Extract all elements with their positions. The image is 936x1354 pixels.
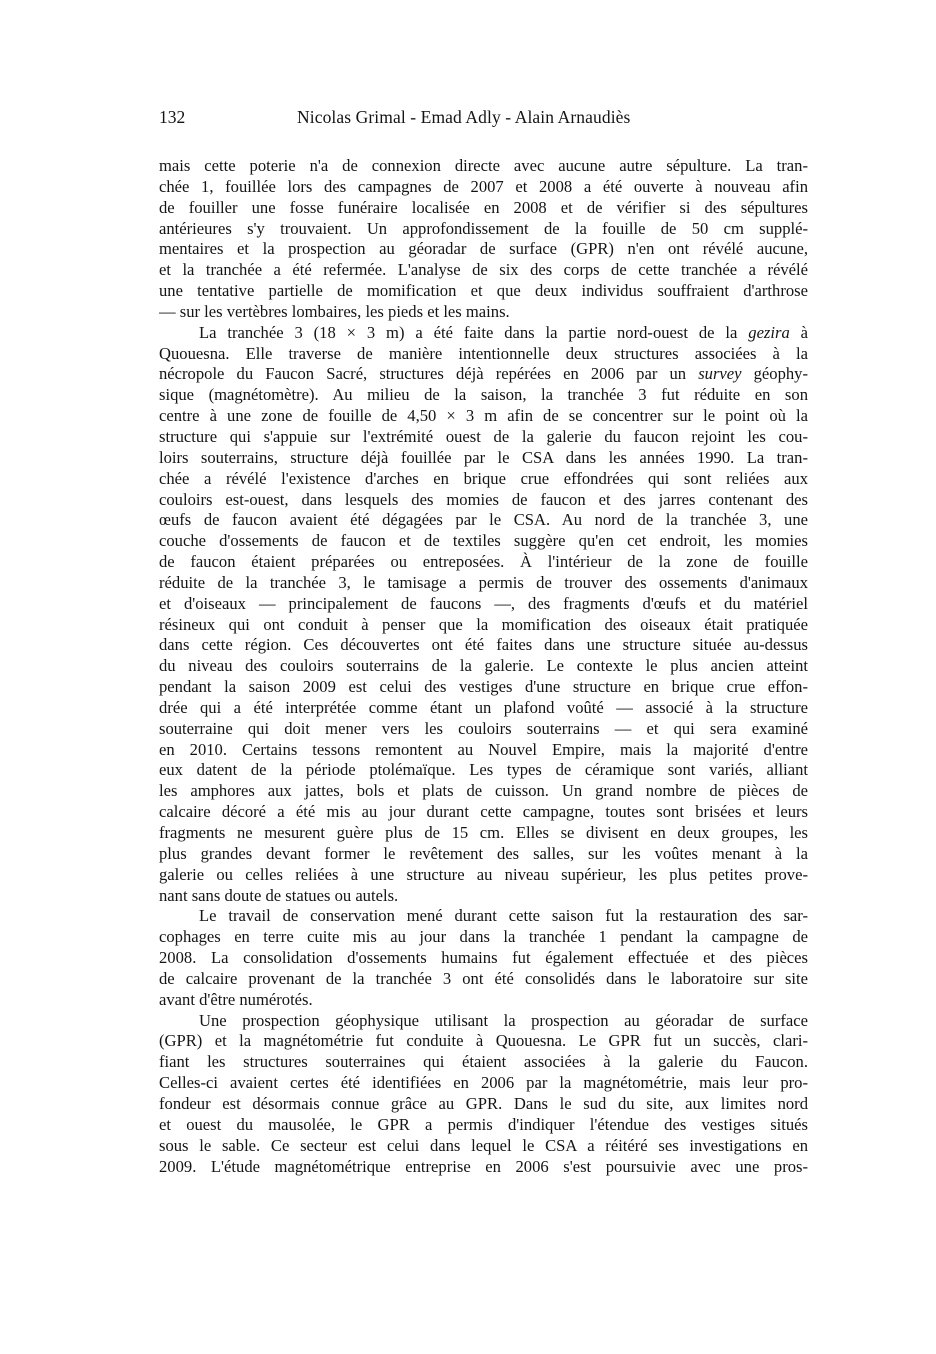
text-line: drée qui a été interprétée comme étant un plafond voûté — associé à la structure	[159, 697, 808, 717]
text-line: eux datent de la période ptolémaïque. Les types de céramique sont variés, alliant	[159, 760, 808, 780]
text-line: dans cette région. Ces découvertes ont été faites dans une structure située au-dessus	[159, 635, 808, 655]
text-line: Le travail de conservation mené durant cette saison fut la restauration des sar-	[199, 906, 808, 926]
text-line: centre à une zone de fouille de 4,50 × 3 m afin de se concentrer sur le point où la	[159, 406, 808, 426]
paragraph-1	[159, 156, 808, 323]
text-line: sous le sable. Ce secteur est celui dans lequel le CSA a réitéré ses investigations en	[159, 1135, 808, 1155]
text-line: galerie ou celles reliées à une structure au niveau supérieur, les plus petites prove-	[159, 864, 808, 884]
text-line: 2008. La consolidation d'ossements humains fut également effectuée et des pièces	[159, 948, 808, 968]
text-line: et d'oiseaux — principalement de faucons —, des fragments d'œufs et du matériel	[159, 593, 808, 613]
text-line: couche d'ossements de faucon et de textiles suggère qu'en cet endroit, les momies	[159, 531, 808, 551]
text-line: en 2010. Certains tessons remontent au Nouvel Empire, mais la majorité d'entre	[159, 739, 808, 759]
paragraph-2	[159, 323, 808, 907]
text-line: couloirs est-ouest, dans lesquels des momies de faucon et des jarres contenant des	[159, 489, 808, 509]
text-line: (GPR) et la magnétométrie fut conduite à Quouesna. Le GPR fut un succès, clari-	[159, 1031, 808, 1051]
text-line: fragments ne mesurent guère plus de 15 cm. Elles se divisent en deux groupes, les	[159, 823, 808, 842]
text-line: mais cette poterie n'a de connexion directe avec aucune autre sépulture. La tran-	[159, 156, 808, 175]
text-line: antérieures s'y trouvaient. Un approfondissement de la fouille de 50 cm supplé-	[159, 218, 808, 238]
text-line: Celles-ci avaient certes été identifiées en 2006 par la magnétométrie, mais leur pro-	[159, 1073, 808, 1093]
text-line: La tranchée 3 (18 × 3 m) a été faite dans la partie nord-ouest de la gezira à	[199, 322, 808, 342]
text-line: cophages en terre cuite mis au jour dans la tranchée 1 pendant la campagne de	[159, 927, 808, 947]
running-header	[159, 104, 809, 130]
text-line: loirs souterrains, structure déjà fouillée par le CSA dans les années 1990. La tran-	[159, 447, 808, 467]
text-line: une tentative partielle de momification et que deux individus souffraient d'arthrose	[159, 281, 808, 301]
text-line: réduite de la tranchée 3, le tamisage a permis de trouver des ossements d'animaux	[159, 572, 808, 592]
text-line: souterraine qui doit mener vers les couloirs souterrains — et qui sera examiné	[159, 718, 808, 738]
text-line: Une prospection géophysique utilisant la prospection au géoradar de surface	[199, 1010, 808, 1030]
text-line: de fouiller une fosse funéraire localisée en 2008 et de vérifier si des sépultures	[159, 197, 808, 217]
text-line: pendant la saison 2009 est celui des vestiges d'une structure en brique crue effon-	[159, 677, 808, 697]
text-line: structure qui s'appuie sur l'extrémité ouest de la galerie du faucon rejoint les cou-	[159, 426, 808, 446]
text-line: fiant les structures souterraines qui étaient associées à la galerie du Faucon.	[159, 1052, 808, 1072]
text-line: fondeur est désormais connue grâce au GPR. Dans le sud du site, aux limites nord	[159, 1093, 808, 1113]
text-line: chée a révélé l'existence d'arches en brique crue effondrées qui sont reliées aux	[159, 468, 808, 488]
paragraph-4	[159, 1011, 808, 1178]
text-line: Quouesna. Elle traverse de manière intentionnelle deux structures associées à la	[159, 343, 808, 363]
running-title: Nicolas Grimal - Emad Adly - Alain Arnaudiès	[297, 107, 631, 127]
text-line: — sur les vertèbres lombaires, les pieds et les mains.	[159, 301, 510, 321]
text-line: chée 1, fouillée lors des campagnes de 2007 et 2008 a été ouverte à nouveau afin	[159, 176, 808, 196]
text-line: mentaires et la prospection au géoradar de surface (GPR) n'en ont révélé aucune,	[159, 239, 808, 259]
text-line: 2009. L'étude magnétométrique entreprise en 2006 s'est poursuivie avec une pros-	[159, 1156, 808, 1176]
text-line: sique (magnétomètre). Au milieu de la saison, la tranchée 3 fut réduite en son	[159, 385, 808, 405]
text-line: avant d'être numérotés.	[159, 989, 313, 1009]
text-line: nécropole du Faucon Sacré, structures déjà repérées en 2006 par un survey géophy-	[159, 364, 808, 384]
text-line: résineux qui ont conduit à penser que la momification des oiseaux était pratiquée	[159, 614, 808, 634]
text-line: nant sans doute de statues ou autels.	[159, 885, 399, 905]
text-line: du niveau des couloirs souterrains de la galerie. Le contexte le plus ancien atteint	[159, 656, 808, 676]
text-line: de calcaire provenant de la tranchée 3 ont été consolidés dans le laboratoire sur site	[159, 968, 808, 988]
text-line: les amphores aux jattes, bols et plats de cuisson. Un grand nombre de pièces de	[159, 781, 808, 801]
text-line: plus grandes devant former le revêtement des salles, sur les voûtes menant à la	[159, 843, 808, 863]
text-line: calcaire décoré a été mis au jour durant cette campagne, toutes sont brisées et leurs	[159, 802, 808, 822]
paragraph-3	[159, 906, 808, 1010]
body-text	[159, 156, 808, 1177]
text-line: et ouest du mausolée, le GPR a permis d'indiquer l'étendue des vestiges situés	[159, 1114, 808, 1134]
text-line: de faucon étaient préparées ou entreposées. À l'intérieur de la zone de fouille	[159, 552, 808, 572]
page-number: 132	[159, 107, 186, 127]
text-line: et la tranchée a été refermée. L'analyse de six des corps de cette tranchée a révélé	[159, 260, 808, 280]
text-line: œufs de faucon avaient été dégagées par le CSA. Au nord de la tranchée 3, une	[159, 510, 808, 530]
